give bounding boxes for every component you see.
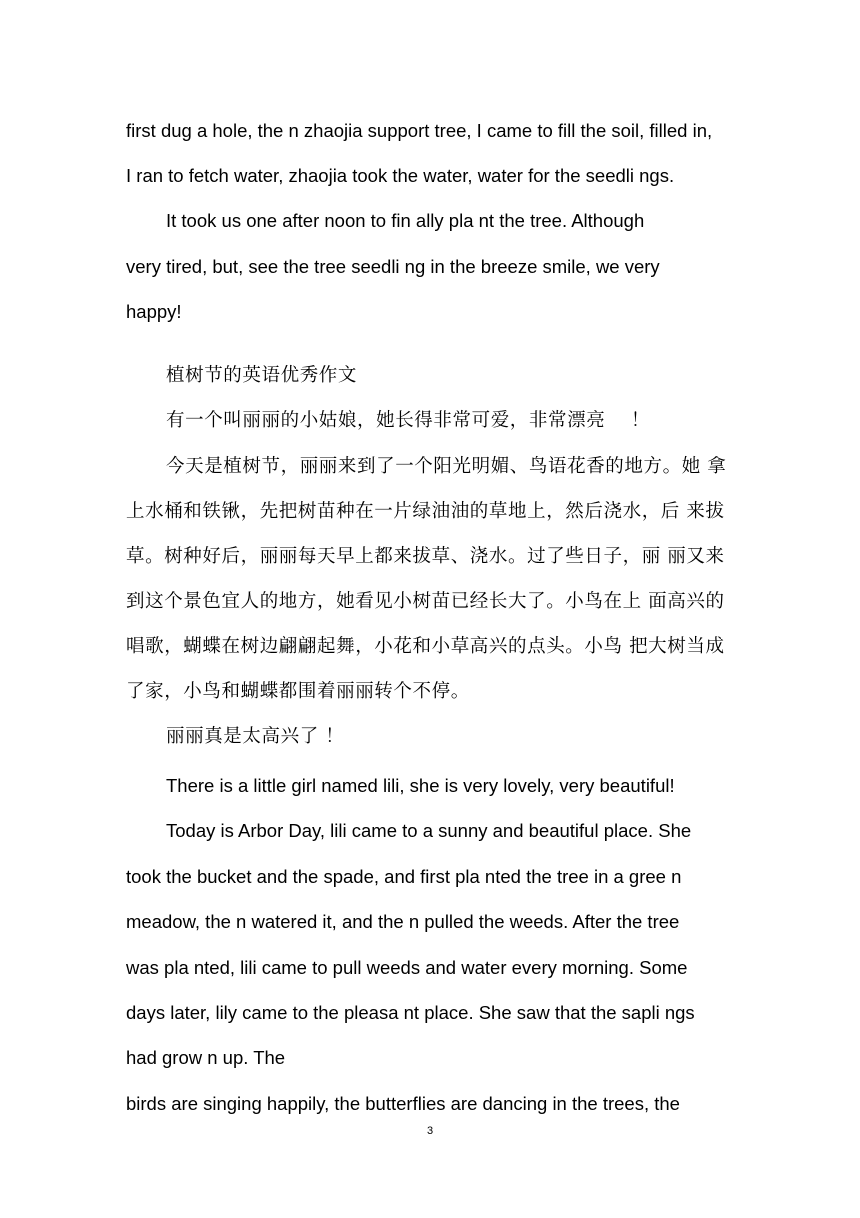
text-line: birds are singing happily, the butterflies are dancing in the trees, the bbox=[126, 1093, 680, 1114]
text-line: happy! bbox=[126, 301, 182, 322]
text-line: took the bucket and the spade, and first pla nted the tree in a gree n bbox=[126, 866, 682, 887]
text-line: meadow, the n watered it, and the n pulled the weeds. After the tree bbox=[126, 911, 680, 932]
text-line: 有一个叫丽丽的小姑娘，她长得非常可爱，非常漂亮 ！ bbox=[166, 410, 650, 431]
text-line: 今天是植树节，丽丽来到了一个阳光明媚、鸟语花香的地方。她 拿 bbox=[166, 456, 727, 477]
text-line: had grow n up. The bbox=[126, 1047, 286, 1068]
text-line: very tired, but, see the tree seedli ng in the breeze smile, we very bbox=[126, 256, 660, 277]
text-line: 唱歌，蝴蝶在树边翩翩起舞，小花和小草高兴的点头。小鸟 把大树当成 bbox=[126, 636, 725, 657]
text-line: 丽丽真是太高兴了 ！ bbox=[166, 726, 345, 747]
text-line: 植树节的英语优秀作文 bbox=[166, 365, 358, 386]
text-line: It took us one after noon to fin ally pla nt the tree. Although bbox=[166, 210, 645, 231]
text-line: Today is Arbor Day, lili came to a sunny and beautiful place. She bbox=[166, 820, 692, 841]
text-line: 了家，小鸟和蝴蝶都围着丽丽转个不停。 bbox=[126, 681, 470, 702]
text-line: I ran to fetch water, zhaojia took the water, water for the seedli ngs. bbox=[126, 165, 675, 186]
page-number: 3 bbox=[426, 1125, 434, 1137]
text-line: 上水桶和铁锹，先把树苗种在一片绿油油的草地上，然后浇水，后 来拔 bbox=[126, 501, 725, 522]
text-line: 草。树种好后，丽丽每天早上都来拔草、浇水。过了些日子，丽 丽又来 bbox=[126, 546, 725, 567]
text-line: There is a little girl named lili, she is very lovely, very beautiful! bbox=[166, 775, 675, 796]
text-line: 到这个景色宜人的地方，她看见小树苗已经长大了。小鸟在上 面高兴的 bbox=[126, 591, 725, 612]
text-line: days later, lily came to the pleasa nt place. She saw that the sapli ngs bbox=[126, 1002, 695, 1023]
text-line: was pla nted, lili came to pull weeds and water every morning. Some bbox=[126, 957, 688, 978]
text-line: first dug a hole, the n zhaojia support tree, I came to fill the soil, filled in, bbox=[126, 120, 713, 141]
